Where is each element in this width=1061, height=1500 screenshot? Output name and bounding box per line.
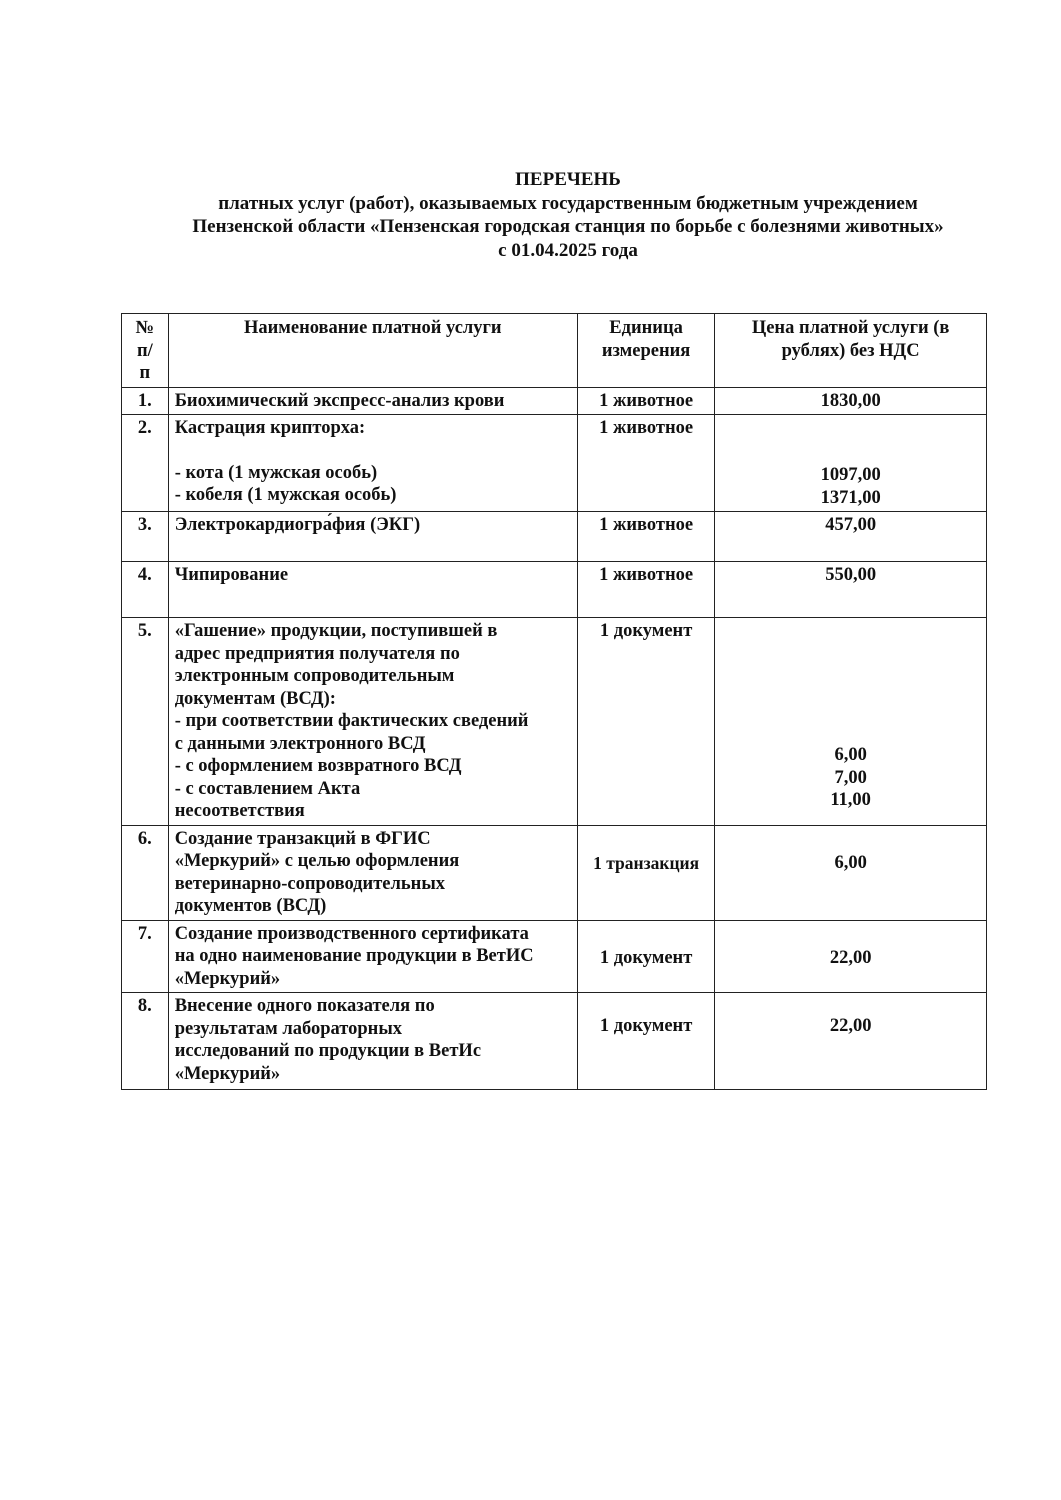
document-title: ПЕРЕЧЕНЬ xyxy=(515,169,621,190)
table-row xyxy=(122,920,987,993)
price-value: 22,00 xyxy=(829,947,872,968)
price-value: 1830,00 xyxy=(820,390,881,411)
column-header-unit xyxy=(577,314,714,388)
column-header-number-line-3: п xyxy=(139,363,151,383)
service-name-line: «Меркурий» xyxy=(174,1063,281,1084)
row-number: 6. xyxy=(122,825,169,920)
service-name-line: - с оформлением возвратного ВСД xyxy=(174,756,462,776)
table-row xyxy=(122,562,987,618)
service-name-line: Внесение одного показателя по xyxy=(174,996,435,1016)
service-price xyxy=(715,920,987,993)
service-name-line: «Меркурий» с целью оформления xyxy=(174,851,460,871)
document-effective-date: с 01.04.2025 года xyxy=(498,239,638,261)
table-row xyxy=(122,415,987,512)
row-number: 1. xyxy=(122,387,169,415)
service-unit: 1 животное xyxy=(577,512,714,562)
price-value: 11,00 xyxy=(830,790,871,810)
service-name-line: Биохимический экспресс-анализ крови xyxy=(174,390,505,411)
service-name-line: несоответствия xyxy=(174,801,305,821)
service-name-line: Чипирование xyxy=(174,565,289,585)
service-name-line: с данными электронного ВСД xyxy=(174,733,426,754)
document-subtitle-line-1: платных услуг (работ), оказываемых государственным бюджетным учреждением xyxy=(218,192,918,214)
row-number: 3. xyxy=(122,512,169,562)
price-value: 6,00 xyxy=(834,852,867,873)
service-unit: 1 документ xyxy=(577,618,714,826)
service-unit: 1 транзакция xyxy=(577,825,714,920)
column-header-number-line-1: № xyxy=(135,318,155,338)
service-unit: 1 документ xyxy=(577,920,714,993)
service-name-line: - при соответствии фактических сведений xyxy=(174,711,529,731)
service-price xyxy=(715,825,987,920)
service-name-line: результатам лабораторных xyxy=(174,1018,403,1039)
service-price xyxy=(715,618,987,826)
column-header-unit-line-2: измерения xyxy=(601,340,691,361)
column-header-service-name: Наименование платной услуги xyxy=(168,314,577,388)
price-value: 7,00 xyxy=(834,767,867,788)
table-row xyxy=(122,993,987,1090)
column-header-price-line-1: Цена платной услуги (в xyxy=(751,318,950,338)
service-name-line: документов (ВСД) xyxy=(174,896,327,916)
document-subtitle-line-2: Пензенской области «Пензенская городская станция по борьбе с болезнями животных» xyxy=(192,216,944,237)
service-name-line: Электрокардиогра́фия (ЭКГ) xyxy=(174,515,421,535)
service-name-line: ветеринарно-сопроводительных xyxy=(174,873,446,894)
price-value: 1371,00 xyxy=(820,487,881,508)
service-name-line: «Гашение» продукции, поступившей в xyxy=(174,621,498,641)
table-row xyxy=(122,512,987,562)
service-name-line: электронным сопроводительным xyxy=(174,666,455,686)
service-unit: 1 животное xyxy=(577,415,714,512)
service-price xyxy=(715,562,987,618)
service-name xyxy=(168,618,577,826)
service-name-line: исследований по продукции в ВетИс xyxy=(174,1041,482,1061)
table-row xyxy=(122,618,987,826)
price-value: 550,00 xyxy=(825,565,877,585)
price-value: 22,00 xyxy=(829,1016,872,1036)
service-price xyxy=(715,415,987,512)
table-header-row xyxy=(122,314,987,388)
column-header-price-line-2: рублях) без НДС xyxy=(781,340,920,361)
price-value: 1097,00 xyxy=(820,465,881,485)
service-name-line: документам (ВСД): xyxy=(174,688,336,709)
column-header-number-line-2: п/ xyxy=(136,340,153,361)
price-value: 6,00 xyxy=(834,745,867,765)
service-unit: 1 документ xyxy=(577,993,714,1090)
service-price xyxy=(715,512,987,562)
service-name-line: Кастрация крипторха: xyxy=(174,418,366,438)
service-name-line: адрес предприятия получателя по xyxy=(174,643,460,664)
service-name xyxy=(168,825,577,920)
row-number: 2. xyxy=(122,415,169,512)
service-price xyxy=(715,387,987,415)
service-name-line: - кота (1 мужская особь) xyxy=(174,462,378,483)
service-name-line: - с составлением Акта xyxy=(174,778,361,799)
service-price xyxy=(715,993,987,1090)
price-value: 457,00 xyxy=(825,515,877,535)
spacer xyxy=(175,440,571,462)
service-name xyxy=(168,920,577,993)
column-header-number xyxy=(122,314,169,388)
service-name xyxy=(168,387,577,415)
service-name-line: - кобеля (1 мужская особь) xyxy=(174,485,397,505)
services-price-table xyxy=(121,313,987,1090)
row-number: 4. xyxy=(122,562,169,618)
row-number: 8. xyxy=(122,993,169,1090)
service-name xyxy=(168,562,577,618)
column-header-unit-line-1: Единица xyxy=(609,318,683,338)
service-unit: 1 животное xyxy=(577,387,714,415)
row-number: 7. xyxy=(122,920,169,993)
service-name xyxy=(168,512,577,562)
service-unit: 1 животное xyxy=(577,562,714,618)
service-name-line: Создание производственного сертификата xyxy=(174,923,529,944)
service-name-line: Создание транзакций в ФГИС xyxy=(174,828,431,849)
table-row xyxy=(122,387,987,415)
column-header-price xyxy=(715,314,987,388)
row-number: 5. xyxy=(122,618,169,826)
service-name xyxy=(168,993,577,1090)
table-row xyxy=(122,825,987,920)
document-header xyxy=(30,168,1061,262)
service-name-line: на одно наименование продукции в ВетИС xyxy=(174,946,534,966)
service-name xyxy=(168,415,577,512)
service-name-line: «Меркурий» xyxy=(174,968,281,989)
